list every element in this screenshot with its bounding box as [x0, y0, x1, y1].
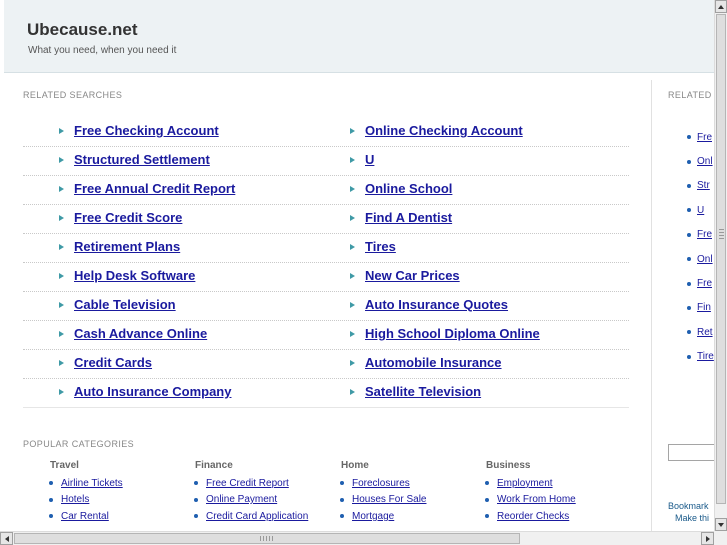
search-item[interactable] — [350, 239, 396, 254]
bullet-icon — [687, 233, 691, 237]
search-link[interactable]: Free Credit Score — [74, 210, 183, 225]
vertical-scroll-thumb[interactable] — [716, 14, 726, 504]
search-link[interactable]: Cash Advance Online — [74, 326, 208, 341]
sidebar-item[interactable] — [688, 296, 714, 320]
bullet-icon — [687, 135, 691, 139]
bullet-icon — [687, 355, 691, 359]
search-item[interactable] — [59, 239, 180, 254]
search-link[interactable]: Auto Insurance Company — [74, 384, 232, 399]
category-finance — [195, 460, 335, 525]
sidebar-link[interactable]: Fre — [697, 229, 712, 241]
category-link[interactable]: Airline Tickets — [61, 477, 123, 489]
arrow-up-icon — [718, 5, 724, 9]
search-item[interactable] — [350, 181, 452, 196]
search-row — [23, 205, 629, 234]
arrow-left-icon — [5, 536, 9, 542]
arrow-icon — [59, 215, 64, 221]
bullet-icon — [340, 498, 344, 502]
arrow-icon — [350, 157, 355, 163]
search-link[interactable]: Cable Television — [74, 297, 176, 312]
sidebar-item[interactable] — [688, 149, 714, 173]
category-item[interactable] — [341, 508, 481, 525]
arrow-icon — [350, 302, 355, 308]
category-item[interactable] — [341, 475, 481, 492]
search-item[interactable] — [59, 384, 231, 399]
related-searches-list — [23, 118, 629, 408]
category-item[interactable] — [50, 492, 190, 509]
search-link[interactable]: Help Desk Software — [74, 268, 196, 283]
sidebar-link[interactable]: Onl — [697, 253, 713, 265]
bullet-icon — [687, 330, 691, 334]
bullet-icon — [340, 481, 344, 485]
related-searches-heading: RELATED SEARCHES — [23, 90, 123, 100]
search-item[interactable] — [59, 326, 207, 341]
category-link[interactable]: Mortgage — [352, 510, 395, 522]
category-link[interactable]: Car Rental — [61, 510, 109, 522]
grip-icon — [260, 536, 274, 541]
sidebar — [656, 80, 716, 540]
search-item[interactable] — [350, 123, 523, 138]
arrow-icon — [59, 244, 64, 250]
category-item[interactable] — [341, 492, 481, 509]
arrow-icon — [59, 389, 64, 395]
bookmark-line[interactable]: Bookmark — [668, 501, 709, 511]
search-item[interactable] — [350, 384, 481, 399]
popular-categories-heading: POPULAR CATEGORIES — [23, 439, 135, 449]
search-row — [23, 292, 629, 321]
category-link[interactable]: Hotels — [61, 494, 90, 506]
search-link[interactable]: Auto Insurance Quotes — [365, 297, 509, 312]
scroll-down-button[interactable] — [715, 518, 727, 531]
category-item[interactable] — [195, 508, 335, 525]
search-row — [23, 321, 629, 350]
arrow-icon — [59, 331, 64, 337]
arrow-icon — [350, 389, 355, 395]
bullet-icon — [194, 481, 198, 485]
scroll-up-button[interactable] — [715, 0, 727, 13]
sidebar-item[interactable] — [688, 247, 714, 271]
bullet-icon — [687, 282, 691, 286]
search-item[interactable] — [59, 210, 182, 225]
arrow-icon — [350, 128, 355, 134]
category-link[interactable]: Reorder Checks — [497, 510, 570, 522]
search-link[interactable]: Find A Dentist — [365, 210, 453, 225]
sidebar-item[interactable] — [688, 320, 714, 344]
arrow-icon — [350, 273, 355, 279]
arrow-right-icon — [706, 536, 710, 542]
sidebar-item[interactable] — [688, 125, 714, 149]
search-item[interactable] — [59, 297, 176, 312]
category-link[interactable]: Employment — [497, 477, 553, 489]
arrow-icon — [59, 157, 64, 163]
bullet-icon — [49, 481, 53, 485]
arrow-down-icon — [718, 523, 724, 527]
search-item[interactable] — [350, 152, 374, 167]
category-item[interactable] — [195, 492, 335, 509]
bullet-icon — [485, 481, 489, 485]
sidebar-item[interactable] — [688, 223, 714, 247]
category-title: Travel — [50, 460, 79, 471]
category-title: Home — [341, 460, 369, 471]
search-row — [23, 176, 629, 205]
category-home — [341, 460, 481, 525]
category-item[interactable] — [486, 475, 626, 492]
search-link[interactable]: Satellite Television — [365, 384, 482, 399]
arrow-icon — [59, 128, 64, 134]
search-link[interactable]: Free Annual Credit Report — [74, 181, 236, 196]
arrow-icon — [350, 360, 355, 366]
search-link[interactable]: Credit Cards — [74, 355, 153, 370]
search-link[interactable]: Free Checking Account — [74, 123, 219, 138]
scrollbar-corner — [714, 531, 727, 545]
category-item[interactable] — [50, 508, 190, 525]
scroll-right-button[interactable] — [701, 532, 714, 545]
search-item[interactable] — [350, 268, 460, 283]
category-title: Business — [486, 460, 531, 471]
make-homepage-line[interactable]: Make thi — [675, 513, 710, 523]
search-row — [23, 147, 629, 176]
category-link[interactable]: Credit Card Application — [206, 510, 309, 522]
sidebar-link[interactable]: Fin — [697, 302, 711, 314]
category-item[interactable] — [195, 475, 335, 492]
search-row — [23, 118, 629, 147]
sidebar-item[interactable] — [688, 345, 714, 369]
grip-icon — [719, 229, 724, 241]
bullet-icon — [49, 514, 53, 518]
search-item[interactable] — [350, 297, 508, 312]
arrow-icon — [350, 215, 355, 221]
site-header — [4, 0, 727, 73]
sidebar-link[interactable]: Fre — [697, 131, 712, 143]
search-link[interactable]: Tires — [365, 239, 396, 254]
search-row — [23, 234, 629, 263]
main-content — [4, 80, 652, 540]
category-item[interactable] — [486, 492, 626, 509]
search-row — [23, 350, 629, 379]
search-link[interactable]: Retirement Plans — [74, 239, 181, 254]
bullet-icon — [49, 498, 53, 502]
sidebar-item[interactable] — [688, 174, 714, 198]
arrow-icon — [59, 302, 64, 308]
search-link[interactable]: Structured Settlement — [74, 152, 210, 167]
bullet-icon — [485, 498, 489, 502]
sidebar-link[interactable]: U — [697, 204, 705, 216]
sidebar-list — [688, 125, 714, 369]
search-link[interactable]: U — [365, 152, 375, 167]
search-item[interactable] — [59, 268, 195, 283]
category-link[interactable]: Foreclosures — [352, 477, 410, 489]
category-item[interactable] — [50, 475, 190, 492]
arrow-icon — [350, 186, 355, 192]
sidebar-link[interactable]: Str — [697, 180, 710, 192]
search-item[interactable] — [59, 355, 152, 370]
site-title[interactable]: Ubecause.net — [27, 20, 138, 39]
search-link[interactable]: Online Checking Account — [365, 123, 523, 138]
bullet-icon — [687, 306, 691, 310]
bullet-icon — [194, 514, 198, 518]
bullet-icon — [687, 160, 691, 164]
scroll-left-button[interactable] — [0, 532, 13, 545]
arrow-icon — [59, 273, 64, 279]
category-item[interactable] — [486, 508, 626, 525]
search-item[interactable] — [59, 152, 210, 167]
sidebar-search-input[interactable] — [668, 444, 716, 461]
category-link[interactable]: Online Payment — [206, 494, 278, 506]
category-title: Finance — [195, 460, 233, 471]
bookmark-text[interactable] — [668, 500, 709, 524]
arrow-icon — [59, 186, 64, 192]
arrow-icon — [59, 360, 64, 366]
category-travel — [50, 460, 190, 525]
category-link[interactable]: Houses For Sale — [352, 494, 427, 506]
arrow-icon — [350, 244, 355, 250]
sidebar-item[interactable] — [688, 198, 714, 222]
search-item[interactable] — [350, 210, 452, 225]
search-row — [23, 379, 629, 408]
sidebar-link[interactable]: Fre — [697, 278, 712, 290]
category-link[interactable]: Free Credit Report — [206, 477, 289, 489]
search-link[interactable]: New Car Prices — [365, 268, 460, 283]
bullet-icon — [194, 498, 198, 502]
search-link[interactable]: Automobile Insurance — [365, 355, 502, 370]
site-tagline: What you need, when you need it — [28, 45, 177, 56]
search-link[interactable]: Online School — [365, 181, 453, 196]
category-business — [486, 460, 626, 525]
sidebar-link[interactable]: Onl — [697, 156, 713, 168]
search-item[interactable] — [350, 326, 540, 341]
search-item[interactable] — [59, 181, 235, 196]
sidebar-item[interactable] — [688, 271, 714, 295]
sidebar-link[interactable]: Tire — [697, 351, 714, 363]
sidebar-link[interactable]: Ret — [697, 326, 713, 338]
search-item[interactable] — [59, 123, 219, 138]
horizontal-scroll-thumb[interactable] — [14, 533, 520, 544]
sidebar-heading: RELATED — [668, 90, 712, 100]
search-link[interactable]: High School Diploma Online — [365, 326, 540, 341]
category-link[interactable]: Work From Home — [497, 494, 576, 506]
horizontal-scrollbar[interactable] — [0, 531, 714, 545]
bullet-icon — [687, 184, 691, 188]
bullet-icon — [340, 514, 344, 518]
bullet-icon — [485, 514, 489, 518]
search-item[interactable] — [350, 355, 502, 370]
arrow-icon — [350, 331, 355, 337]
bullet-icon — [687, 257, 691, 261]
search-row — [23, 263, 629, 292]
vertical-scrollbar[interactable] — [714, 0, 727, 531]
bullet-icon — [687, 208, 691, 212]
